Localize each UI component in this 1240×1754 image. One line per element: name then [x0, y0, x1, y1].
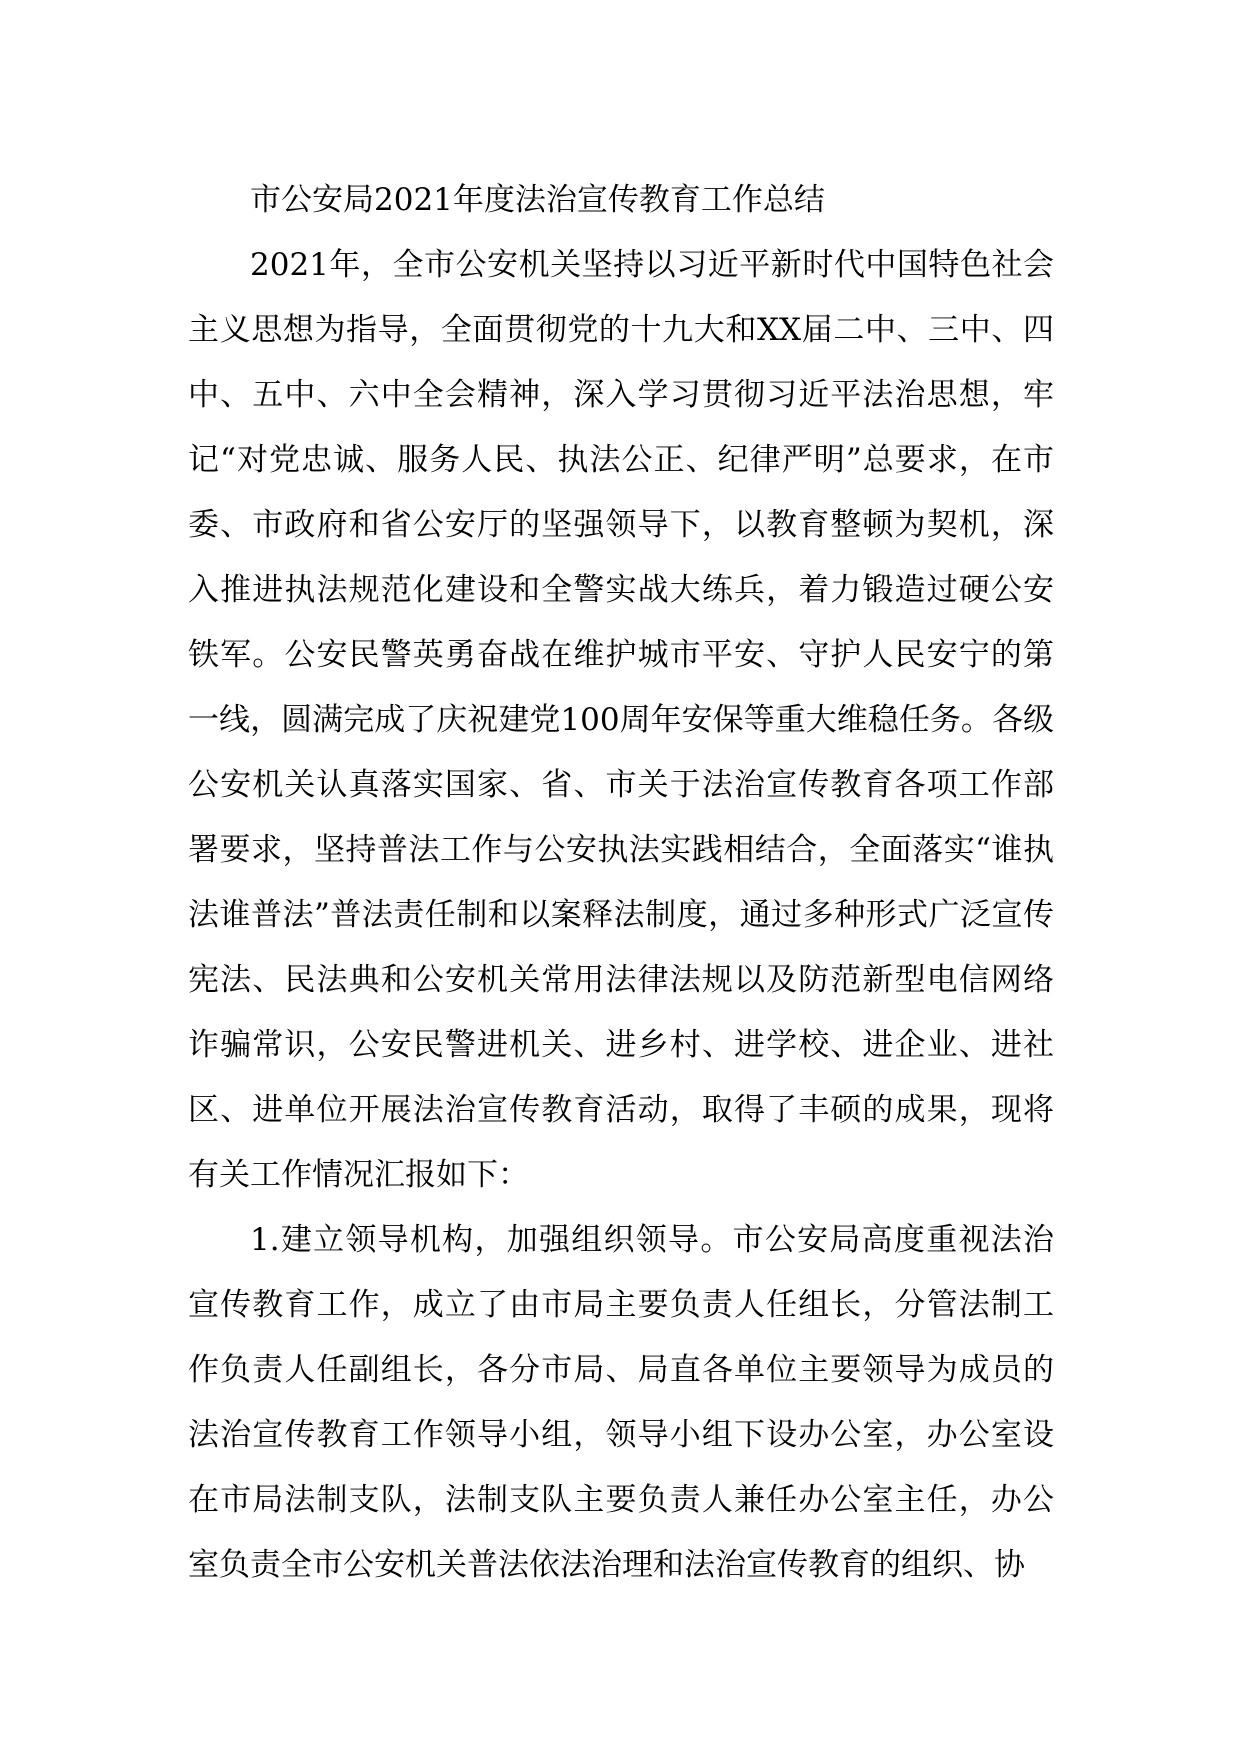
paragraph-intro: 2021年，全市公安机关坚持以习近平新时代中国特色社会主义思想为指导，全面贯彻党的十九大和XX届二中、三中、四中、五中、六中全会精神，深入学习贯彻习近平法治思想，牢记“对党忠诚、服务人民、执法公正、纪律严明”总要求，在市委、市政府和省公安厅的坚强领导下，以教育整顿为契机，深入推进执法规范化建设和全警实战大练兵，着力锻造过硬公安铁军。公安民警英勇奋战在维护城市平安、守护人民安宁的第一线，圆满完成了庆祝建党100周年安保等重大维稳任务。各级公安机关认真落实国家、省、市关于法治宣传教育各项工作部署要求，坚持普法工作与公安执法实践相结合，全面落实“谁执法谁普法”普法责任制和以案释法制度，通过多种形式广泛宣传宪法、民法典和公安机关常用法律法规以及防范新型电信网络诈骗常识，公安民警进机关、进乡村、进学校、进企业、进社区、进单位开展法治宣传教育活动，取得了丰硕的成果，现将有关工作情况汇报如下：: [188, 247, 1054, 1193]
document-title: 市公安局2021年度法治宣传教育工作总结: [250, 182, 825, 218]
paragraph-section-1: 1.建立领导机构，加强组织领导。市公安局高度重视法治宣传教育工作，成立了由市局主要负责人任组长，分管法制工作负责人任副组长，各分市局、局直各单位主要领导为成员的法治宣传教育工作领导小组，领导小组下设办公室，办公室设在市局法制支队，法制支队主要负责人兼任办公室主任，办公室负责全市公安机关普法依法治理和法治宣传教育的组织、协: [188, 1222, 1054, 1583]
document-body: [188, 168, 1054, 1598]
